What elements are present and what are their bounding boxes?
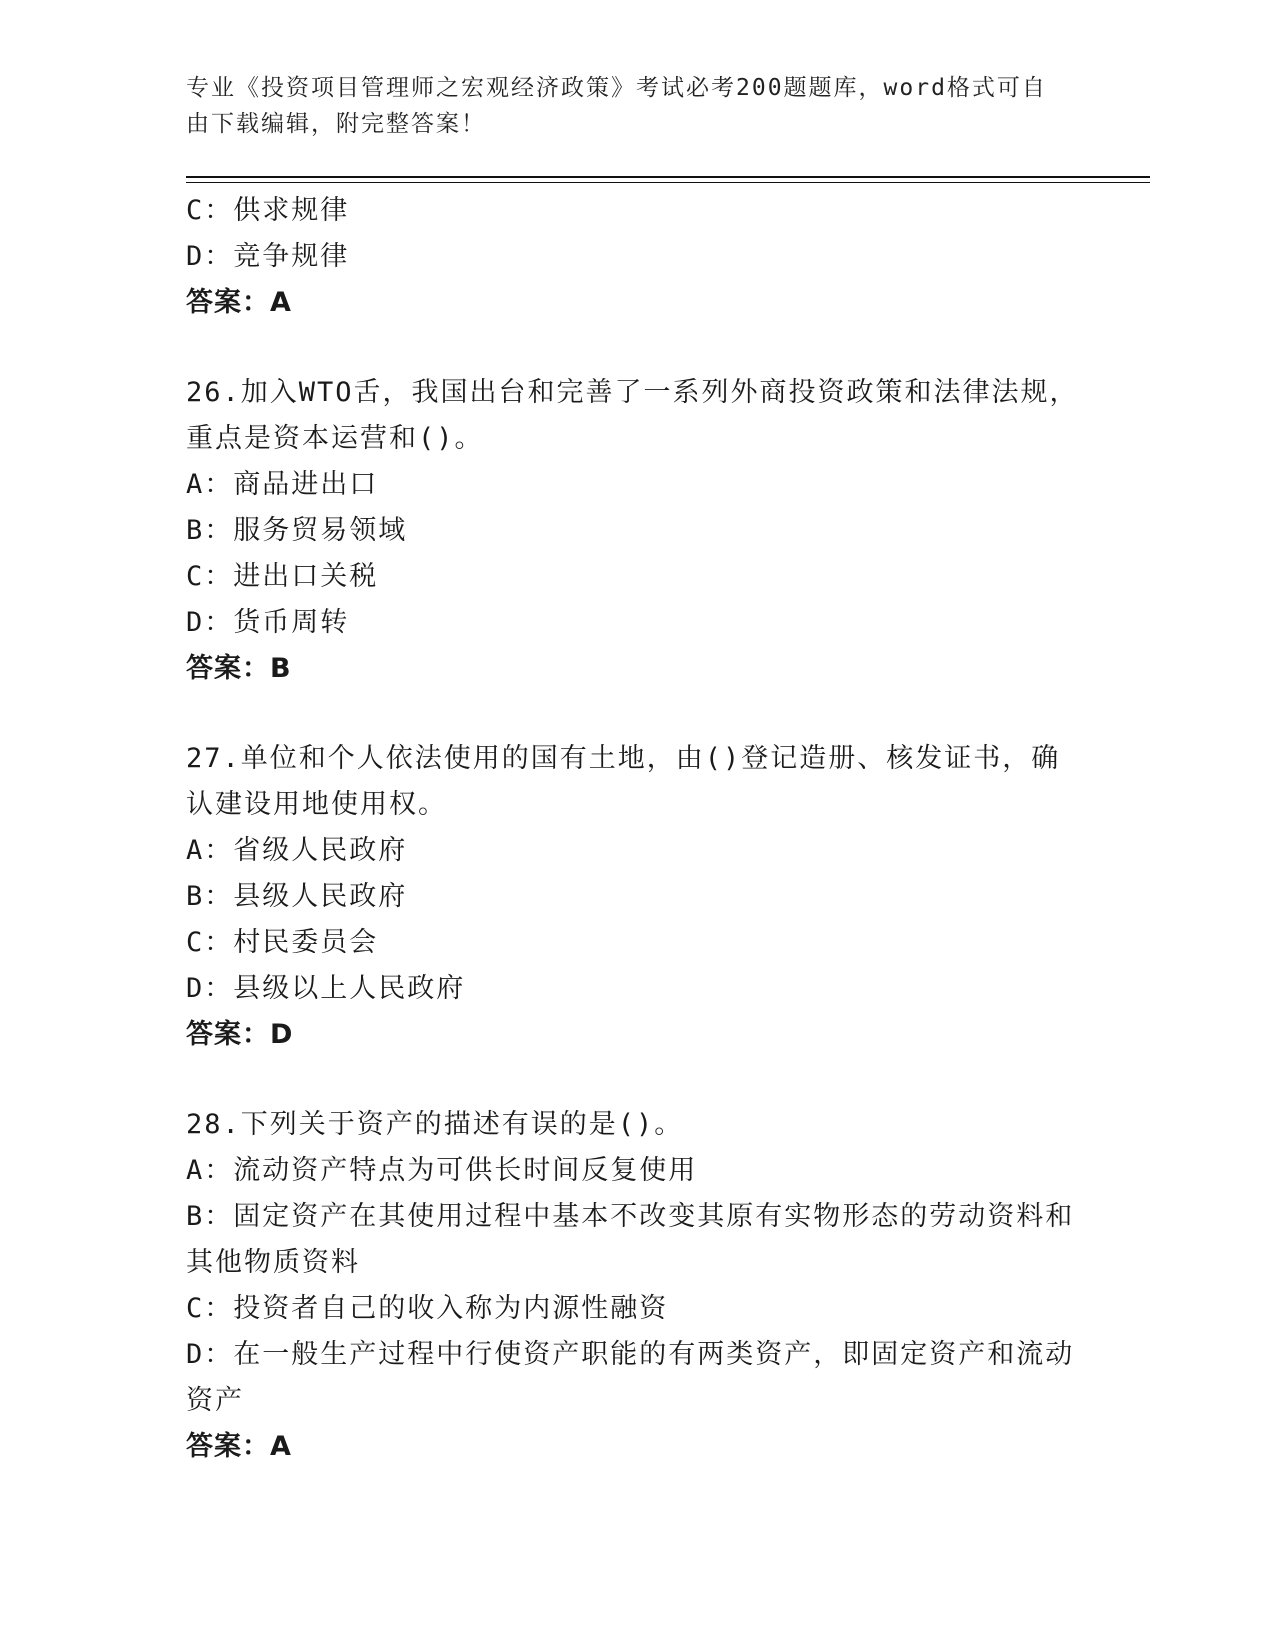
question-stem: 26.加入WTO舌，我国出台和完善了一系列外商投资政策和法律法规，重点是资本运营和()。 [186, 377, 1079, 454]
option-c [186, 188, 1086, 234]
option-label: B： [186, 515, 234, 546]
option-text: 商品进出口 [233, 469, 379, 500]
option-d [186, 966, 1086, 1012]
option-b [186, 1194, 1086, 1286]
option-text: 供求规律 [233, 195, 350, 226]
option-text: 村民委员会 [233, 927, 379, 958]
header-divider-top [186, 176, 1150, 178]
option-label: C： [186, 195, 234, 226]
option-label: D： [186, 607, 234, 638]
option-a [186, 828, 1086, 874]
option-c [186, 920, 1086, 966]
answer-line: 答案：D [186, 1019, 294, 1050]
option-c [186, 554, 1086, 600]
question-28 [186, 1102, 1086, 1470]
option-a [186, 462, 1086, 508]
option-label: A： [186, 469, 234, 500]
spacer [186, 1058, 1086, 1102]
spacer [186, 692, 1086, 736]
header-title: 专业《投资项目管理师之宏观经济政策》考试必考200题题库，word格式可自由下载编辑，附完整答案！ [186, 75, 1047, 137]
option-label: B： [186, 881, 234, 912]
option-label: A： [186, 1155, 234, 1186]
option-label: B： [186, 1201, 234, 1232]
option-c [186, 1286, 1086, 1332]
answer-line: 答案：A [186, 1431, 292, 1462]
option-a [186, 1148, 1086, 1194]
option-d [186, 234, 1086, 280]
option-text: 在一般生产过程中行使资产职能的有两类资产，即固定资产和流动资产 [186, 1339, 1075, 1416]
option-text: 投资者自己的收入称为内源性融资 [233, 1293, 669, 1324]
option-label: D： [186, 241, 234, 272]
option-text: 省级人民政府 [233, 835, 408, 866]
option-text: 服务贸易领域 [233, 515, 408, 546]
question-27 [186, 736, 1086, 1058]
option-b [186, 874, 1086, 920]
option-d [186, 1332, 1086, 1424]
option-label: C： [186, 561, 234, 592]
option-text: 县级人民政府 [233, 881, 408, 912]
option-text: 进出口关税 [233, 561, 379, 592]
option-label: D： [186, 973, 234, 1004]
answer-line: 答案：B [186, 653, 292, 684]
option-label: D： [186, 1339, 234, 1370]
option-label: A： [186, 835, 234, 866]
document-header [186, 70, 1066, 142]
question-26 [186, 370, 1086, 692]
question-stem: 28.下列关于资产的描述有误的是()。 [186, 1109, 684, 1140]
question-stem: 27.单位和个人依法使用的国有土地，由()登记造册、核发证书，确认建设用地使用权。 [186, 743, 1061, 820]
question-list [186, 188, 1086, 1470]
option-b [186, 508, 1086, 554]
option-label: C： [186, 927, 234, 958]
option-text: 货币周转 [233, 607, 350, 638]
option-text: 竞争规律 [233, 241, 350, 272]
answer-line: 答案：A [186, 287, 292, 318]
option-label: C： [186, 1293, 234, 1324]
spacer [186, 326, 1086, 370]
option-d [186, 600, 1086, 646]
option-text: 流动资产特点为可供长时间反复使用 [233, 1155, 698, 1186]
option-text: 固定资产在其使用过程中基本不改变其原有实物形态的劳动资料和其他物质资料 [186, 1201, 1075, 1278]
option-text: 县级以上人民政府 [233, 973, 466, 1004]
header-divider-bottom [186, 182, 1150, 183]
